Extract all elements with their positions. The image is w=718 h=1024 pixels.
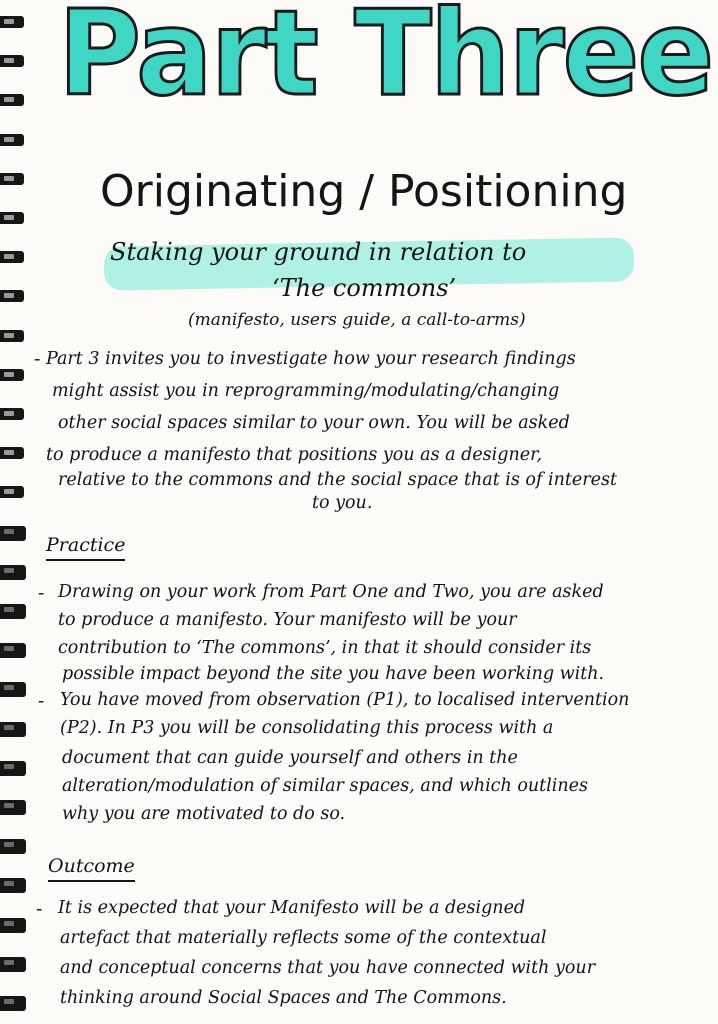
binding-ring	[0, 251, 24, 263]
practice-line: to produce a manifesto. Your manifesto will be your	[58, 610, 517, 630]
practice-line: Drawing on your work from Part One and Two, you are asked	[58, 582, 604, 602]
practice-line: possible impact beyond the site you have been working with.	[62, 664, 605, 684]
practice-line: document that can guide yourself and others in the	[62, 748, 518, 768]
outcome-bullet-dash: -	[36, 898, 43, 920]
outcome-line: It is expected that your Manifesto will be a designed	[58, 898, 526, 918]
intro-line: to you.	[312, 493, 373, 513]
intro-line: Part 3 invites you to investigate how your research findings	[46, 349, 576, 369]
binding-ring	[0, 996, 26, 1011]
practice-line: contribution to ‘The commons’, in that it should consider its	[58, 638, 592, 658]
binding-ring	[0, 16, 24, 28]
intro-line: might assist you in reprogramming/modulating/changing	[52, 381, 560, 401]
practice-line: You have moved from observation (P1), to localised intervention	[60, 690, 630, 710]
binding-ring	[0, 290, 24, 302]
binding-ring	[0, 761, 26, 776]
practice-heading: Practice	[46, 534, 125, 561]
binding-ring	[0, 604, 26, 619]
parenthetical-note: (manifesto, users guide, a call-to-arms)	[188, 310, 526, 330]
binding-ring	[0, 800, 26, 815]
binding-ring	[0, 682, 26, 697]
binding-ring	[0, 722, 26, 737]
binding-ring	[0, 526, 26, 541]
spiral-binding	[0, 0, 30, 1024]
intro-line: to produce a manifesto that positions you as a designer,	[46, 445, 543, 465]
subtitle: Originating / Positioning	[100, 166, 628, 217]
binding-ring	[0, 173, 24, 185]
binding-ring	[0, 643, 26, 658]
intro-bullet-dash: -	[34, 348, 41, 370]
binding-ring	[0, 447, 24, 459]
binding-ring	[0, 212, 24, 224]
binding-ring	[0, 369, 24, 381]
outcome-heading: Outcome	[48, 855, 135, 882]
page-title: Part Three	[58, 0, 713, 122]
binding-ring	[0, 918, 26, 933]
outcome-line: artefact that materially reflects some of the contextual	[60, 928, 547, 948]
binding-ring	[0, 94, 24, 106]
binding-ring	[0, 330, 24, 342]
practice-bullet-dash: -	[38, 690, 45, 712]
binding-ring	[0, 839, 26, 854]
binding-ring	[0, 134, 24, 146]
practice-line: alteration/modulation of similar spaces, and which outlines	[62, 776, 588, 796]
intro-line: relative to the commons and the social space that is of interest	[58, 470, 617, 490]
tagline-line-2: ‘The commons’	[272, 274, 457, 302]
binding-ring	[0, 55, 24, 67]
outcome-line: and conceptual concerns that you have connected with your	[60, 958, 596, 978]
binding-ring	[0, 565, 26, 580]
binding-ring	[0, 878, 26, 893]
practice-bullet-dash: -	[38, 582, 45, 604]
binding-ring	[0, 486, 24, 498]
intro-line: other social spaces similar to your own. You will be asked	[58, 413, 570, 433]
practice-line: why you are motivated to do so.	[62, 804, 346, 824]
binding-ring	[0, 408, 24, 420]
practice-line: (P2). In P3 you will be consolidating this process with a	[60, 718, 554, 738]
tagline-line-1: Staking your ground in relation to	[110, 238, 527, 266]
outcome-line: thinking around Social Spaces and The Commons.	[60, 988, 507, 1008]
binding-ring	[0, 957, 26, 972]
